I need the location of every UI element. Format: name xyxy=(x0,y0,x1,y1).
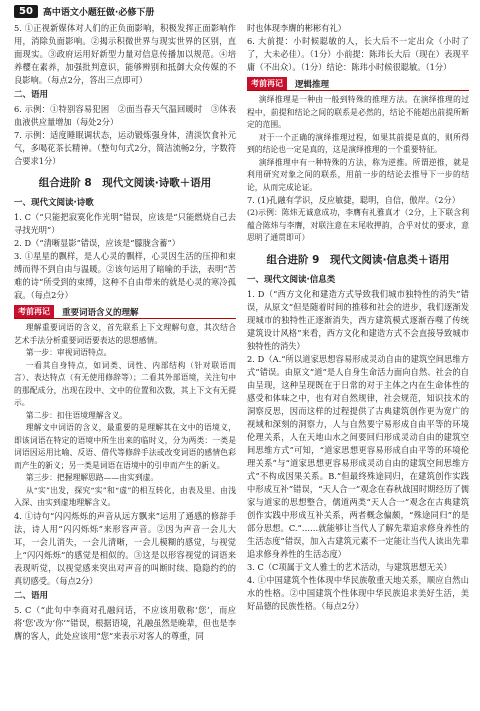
left-column xyxy=(14,22,236,706)
answer-5: 5. ①正视新媒体对人们的正负面影响，积极发挥正面影响作用，消除负面影响。②揭示积微世界与现实世界的区别，直面现实。③政府运用好新型力量对信息传播加以规范。④培养樱在素养，加强批判意识，能够辨别和抵御大众传媒的不良影响。（每点2分，答出三点即可） xyxy=(14,23,236,85)
tip-paragraph: 从“实”出发，探究“实”和“虚”的相互转化，由表及里、由浅入深、由实到虚地理解含义。 xyxy=(14,485,236,507)
answer-1-b: 1. D（“西方文化和建造方式导致我们城市独特性的消失”错误，从原文“但是随着时间的推移和社会的进步，我们逐渐发现城市的独特性正逐渐消失，西方建筑模式逐渐吞噬了传统建筑设计风格”来看，西方文化和建造方式不会直接导致城市独特性的消失） xyxy=(247,288,469,351)
tip-badge: 考前再记 xyxy=(14,305,54,318)
answer-4: 4. ①诗句“闪闪烁烁的声音从远方飘来”运用了通感的修辞手法，诗人用“闪闪烁烁”来形容声音。②因为声音一会儿大耳，一会儿消失，一会儿清晰，一会儿模糊的感觉，与视觉上“闪闪烁烁”的感觉是相似的。③这是以形容视觉的词语来表现听觉，以视觉感来突出对声音的叫断时续、隐隐约约的真切感受。（每点2分） xyxy=(14,510,236,586)
right-column xyxy=(247,22,469,706)
answer-4-b: 4. ①中国建筑个性体现中华民族敬重天地关系，顺应自然山水的性格。②中国建筑个性体现中华民族追求美好生活，美好品德的民族性格。（每点2分） xyxy=(247,574,469,611)
tip-step: 第二步：扣住语境理解含义。 xyxy=(25,410,128,420)
page-header xyxy=(0,0,480,22)
page-number: 50 xyxy=(14,5,38,18)
section-yuyong-2: 二、语用 xyxy=(14,590,49,601)
group-heading-9: 组合进阶 9 现代文阅读·信息类＋语用 xyxy=(266,253,450,266)
tip-box-header xyxy=(247,77,469,91)
answer-2-b: 2. D（A.“所以道家思想容易形成灵动自由的建筑空间思维方式”错误。由原文“道”是人自身生命活力面向自然、社会的自由呈现，这种呈现既在于日常的对于主体之内在生命体性的感受和体味之中，也有对自然规律，社会规范，知识技术的洞察反思，因而这样的过程提供了古典建筑创作更为宽广的视域和深刻的洞察力，人与自然要宁易形成自由平等的环境伦理关系，人在天地山水之间要回归形成灵动自由的建筑空间思维方式”可知，“道家思想更容易形成自由平等的环境伦理关系”与“道家思想更容易形成灵动自由的建筑空间思维方式”不构成因果关系。B.“但最终殊途同归，在建筑创作实践中形成互补”错误，“天人合一”观念在春秋战国时期经历了儒家与道家的思想整合，儒道两类“天人合一”观念在古典建筑创作实践中形成互补关系，两者概念偏颇，“殊途同归”的是部分思想。C.“……就能够让当代人了解先辈追求修身养性的生活态度”错误，加入古建筑元素不一定能让当代人读出先辈追求修身养性的生活态度） xyxy=(247,353,469,559)
answer-5-cont: 时也体现李膺的彬彬有礼） xyxy=(247,23,346,33)
tip-paragraph: 演绎推理是一种由一般到特殊的推理方法。在演绎推理的过程中，前提和结论之间的联系是必然的，结论不能超出前提所断定的范围。 xyxy=(247,95,469,129)
answer-5-b: 5. C（“此句中李商对孔融问话，不应该用敬称‘您’，而应将‘您’改为‘你’”错误，根据语境，礼融虽然是晚辈，但也是李膺的客人，此处应该用“您”来表示对客人的尊重，同 xyxy=(14,604,236,641)
answer-7: 7. 示例：适度睡眠调状态，运动锻炼强身体，清淡饮食补元气，多喝花茶长精神。（整句句式2分，简洁流畅2分，字数符合要求1分） xyxy=(14,130,236,166)
group-heading-8: 组合进阶 8 现代文阅读·诗歌＋语用 xyxy=(38,177,212,189)
answer-3-b: 3. C（C项属于文人雅士的艺术活动，与建筑思想无关） xyxy=(247,561,452,572)
tip-badge: 考前再记 xyxy=(247,77,287,90)
tip-title: 逻辑推理 xyxy=(295,79,330,90)
answer-7-2: (2)示例：陈炜无诚意成功，李膺有礼雅真才（2分，上下联含利蕴合陈炜与李膺，对联注意在末尾收押韵，合乎对仗的要求，意思明了通贯即可） xyxy=(247,208,469,242)
book-title: 高中语文小题狂做·必修下册 xyxy=(42,7,155,18)
tip-paragraph: 对于一个正确的演绎推理过程，如果其前提是真的，则所得到的结论也一定是真的，这是演绎推理的一个重要特征。 xyxy=(247,132,469,154)
section-yuyong: 二、语用 xyxy=(14,90,49,100)
answer-6-b: 6. 大前提：小时候聪敏的人，长大后不一定出众（小时了了，大未必佳）。（1分）小前提：陈玮长大后（现在）表现平庸（不出众）。（1分）结论：陈玮小时候很聪敏。（1分） xyxy=(247,36,469,72)
tip-step: 第三步：把握理解思路——由实到虚。 xyxy=(25,473,159,482)
tip-paragraph: 一看其自身特点，如词类、词性、内部结构（针对联语而言）、表达特点（有无使用修辞等）；二看其外部语境，关注句中的那配成分，出现在段中、文中的位置和次数，其上下文有无提示。 xyxy=(14,360,236,407)
answer-3: 3. ①星星的飘样，是人心灵的飘样，心灵因生活的压抑和束缚而得不到自由与温暖。②该句运用了暗喻的手法，表明“苦难的诗”所受到的束缚，这种不自由带来的就是心灵的寒冷孤寂。（每点2分） xyxy=(14,251,236,300)
tip-paragraph: 演绎推理中有一种特殊的方法，称为逆推。所谓逆推，就是利用研究对象之间的联系，用前一步的结论去推导下一步的结论，从而完成论证。 xyxy=(247,157,469,192)
tip-step: 第一步：审视词语特点。 xyxy=(25,348,112,357)
tip-box-header xyxy=(14,305,236,319)
section-poetry: 一、现代文阅读·诗歌 xyxy=(14,198,94,208)
tip-title: 重要词语含义的理解 xyxy=(62,307,139,318)
answer-1: 1. C（“只能把寂寞化作光明”错误，应该是“只能燃烧自己去寻找光明”） xyxy=(14,212,236,235)
tip-paragraph: 理解重要词语的含义，首先联系上下文理解句意，其次结合艺术手法分析重要词语要表达的思想感情。 xyxy=(14,323,236,345)
answer-6: 6. 示例：①特别容易犯困 ②面当春天气温回暖时 ③体表血液供应量增加（每处2分） xyxy=(14,104,236,127)
answer-7-1: 7. (1)孔融有学识，反应敏捷，聪明，自信，傲岸。（2分） xyxy=(247,195,461,205)
answer-2: 2. D（“清晰显影”错误，应该是“朦胧含蓄”） xyxy=(14,238,180,248)
tip-paragraph: 理解文中词语的含义，最重要的是理解其在文中的语境义，即该词语在特定的语境中所生出来的临时义，分为两类：一类是词语因运用比喻、反语、借代等修辞手法或改变词语的感情色彩而产生的新义；另一类是词语在语境中的引申而产生的新义。 xyxy=(14,423,236,470)
section-info: 一、现代文阅读·信息类 xyxy=(247,274,336,285)
